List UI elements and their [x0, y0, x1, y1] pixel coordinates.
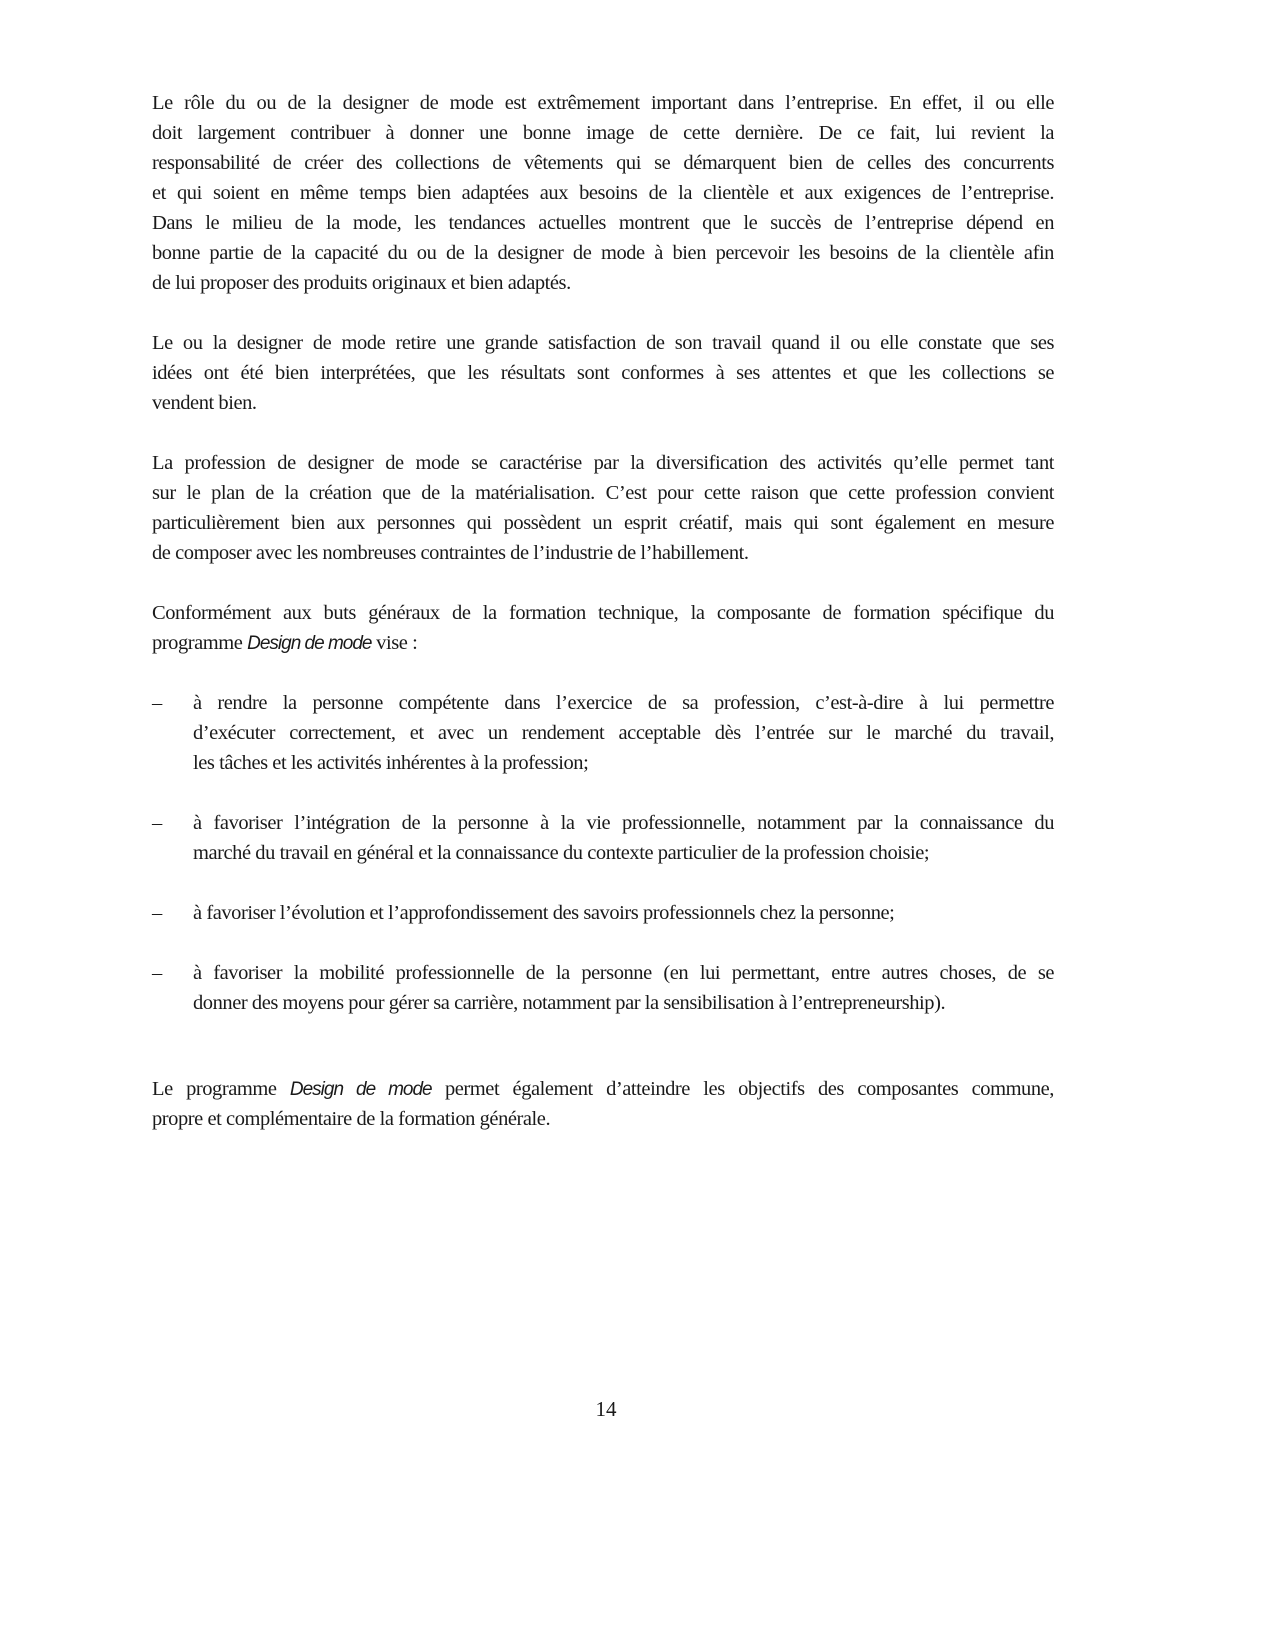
text: Le programme	[152, 1078, 290, 1100]
text-line: d’exécuter correctement, et avec un rendement acceptable dès l’entrée sur le marché du travail,	[193, 722, 1054, 744]
text-line: Dans le milieu de la mode, les tendances actuelles montrent que le succès de l’entreprise dépend en	[152, 212, 1054, 234]
body-paragraphs	[152, 88, 1054, 568]
text-line: de lui proposer des produits originaux et bien adaptés.	[152, 272, 571, 294]
text-line: doit largement contribuer à donner une bonne image de cette dernière. De ce fait, lui revient la	[152, 122, 1054, 144]
text: vise :	[371, 632, 418, 654]
list-item	[152, 958, 1054, 1018]
text-line: à favoriser l’évolution et l’approfondissement des savoirs professionnels chez la personne;	[193, 902, 895, 924]
bullet-dash: –	[152, 692, 163, 714]
text-line: et qui soient en même temps bien adaptées aux besoins de la clientèle et aux exigences de l’entreprise.	[152, 182, 1054, 204]
closing-paragraph	[152, 1074, 1054, 1134]
text-line: vendent bien.	[152, 392, 257, 414]
document-page	[152, 88, 1054, 1164]
text-line: les tâches et les activités inhérentes à la profession;	[193, 752, 589, 774]
list-item	[152, 898, 1054, 928]
text-line: donner des moyens pour gérer sa carrière, notamment par la sensibilisation à l’entrepreneurship).	[193, 992, 946, 1014]
objectives-list	[152, 688, 1054, 1018]
text: permet également d’atteindre les objectifs des composantes commune,	[431, 1078, 1054, 1100]
paragraph	[152, 448, 1054, 568]
text-line: La profession de designer de mode se caractérise par la diversification des activités qu’elle permet tant	[152, 452, 1054, 474]
paragraph	[152, 88, 1054, 298]
text-line: Le rôle du ou de la designer de mode est extrêmement important dans l’entreprise. En effet, il ou elle	[152, 92, 1054, 114]
text-line	[152, 1074, 1054, 1104]
text-line: de composer avec les nombreuses contraintes de l’industrie de l’habillement.	[152, 542, 749, 564]
text-line: particulièrement bien aux personnes qui possèdent un esprit créatif, mais qui sont également en mesure	[152, 512, 1054, 534]
text-line: sur le plan de la création que de la matérialisation. C’est pour cette raison que cette profession convient	[152, 482, 1054, 504]
text-line: responsabilité de créer des collections de vêtements qui se démarquent bien de celles des concurrents	[152, 152, 1054, 174]
text-line: à favoriser la mobilité professionnelle de la personne (en lui permettant, entre autres choses, de se	[193, 962, 1054, 984]
text-line: à rendre la personne compétente dans l’exercice de sa profession, c’est-à-dire à lui permettre	[193, 692, 1054, 714]
paragraph	[152, 328, 1054, 418]
text-line	[152, 628, 1054, 658]
text-line: à favoriser l’intégration de la personne à la vie professionnelle, notamment par la connaissance du	[193, 812, 1054, 834]
text-line: idées ont été bien interprétées, que les résultats sont conformes à ses attentes et que les collections se	[152, 362, 1054, 384]
text-line: bonne partie de la capacité du ou de la designer de mode à bien percevoir les besoins de la clientèle afin	[152, 242, 1054, 264]
text-line: propre et complémentaire de la formation générale.	[152, 1108, 551, 1130]
bullet-dash: –	[152, 812, 163, 834]
text-line: marché du travail en général et la connaissance du contexte particulier de la profession choisie;	[193, 842, 930, 864]
program-name: Design de mode	[289, 1079, 432, 1100]
intro-paragraph	[152, 598, 1054, 658]
list-item	[152, 688, 1054, 778]
text-line: Conformément aux buts généraux de la formation technique, la composante de formation spécifique du	[152, 602, 1054, 624]
program-name: Design de mode	[247, 633, 372, 654]
bullet-dash: –	[152, 902, 163, 924]
page-number: 14	[595, 1397, 617, 1421]
text-line: Le ou la designer de mode retire une grande satisfaction de son travail quand il ou elle constate que ses	[152, 332, 1054, 354]
bullet-dash: –	[152, 962, 163, 984]
list-item	[152, 808, 1054, 868]
text: programme	[152, 632, 248, 654]
